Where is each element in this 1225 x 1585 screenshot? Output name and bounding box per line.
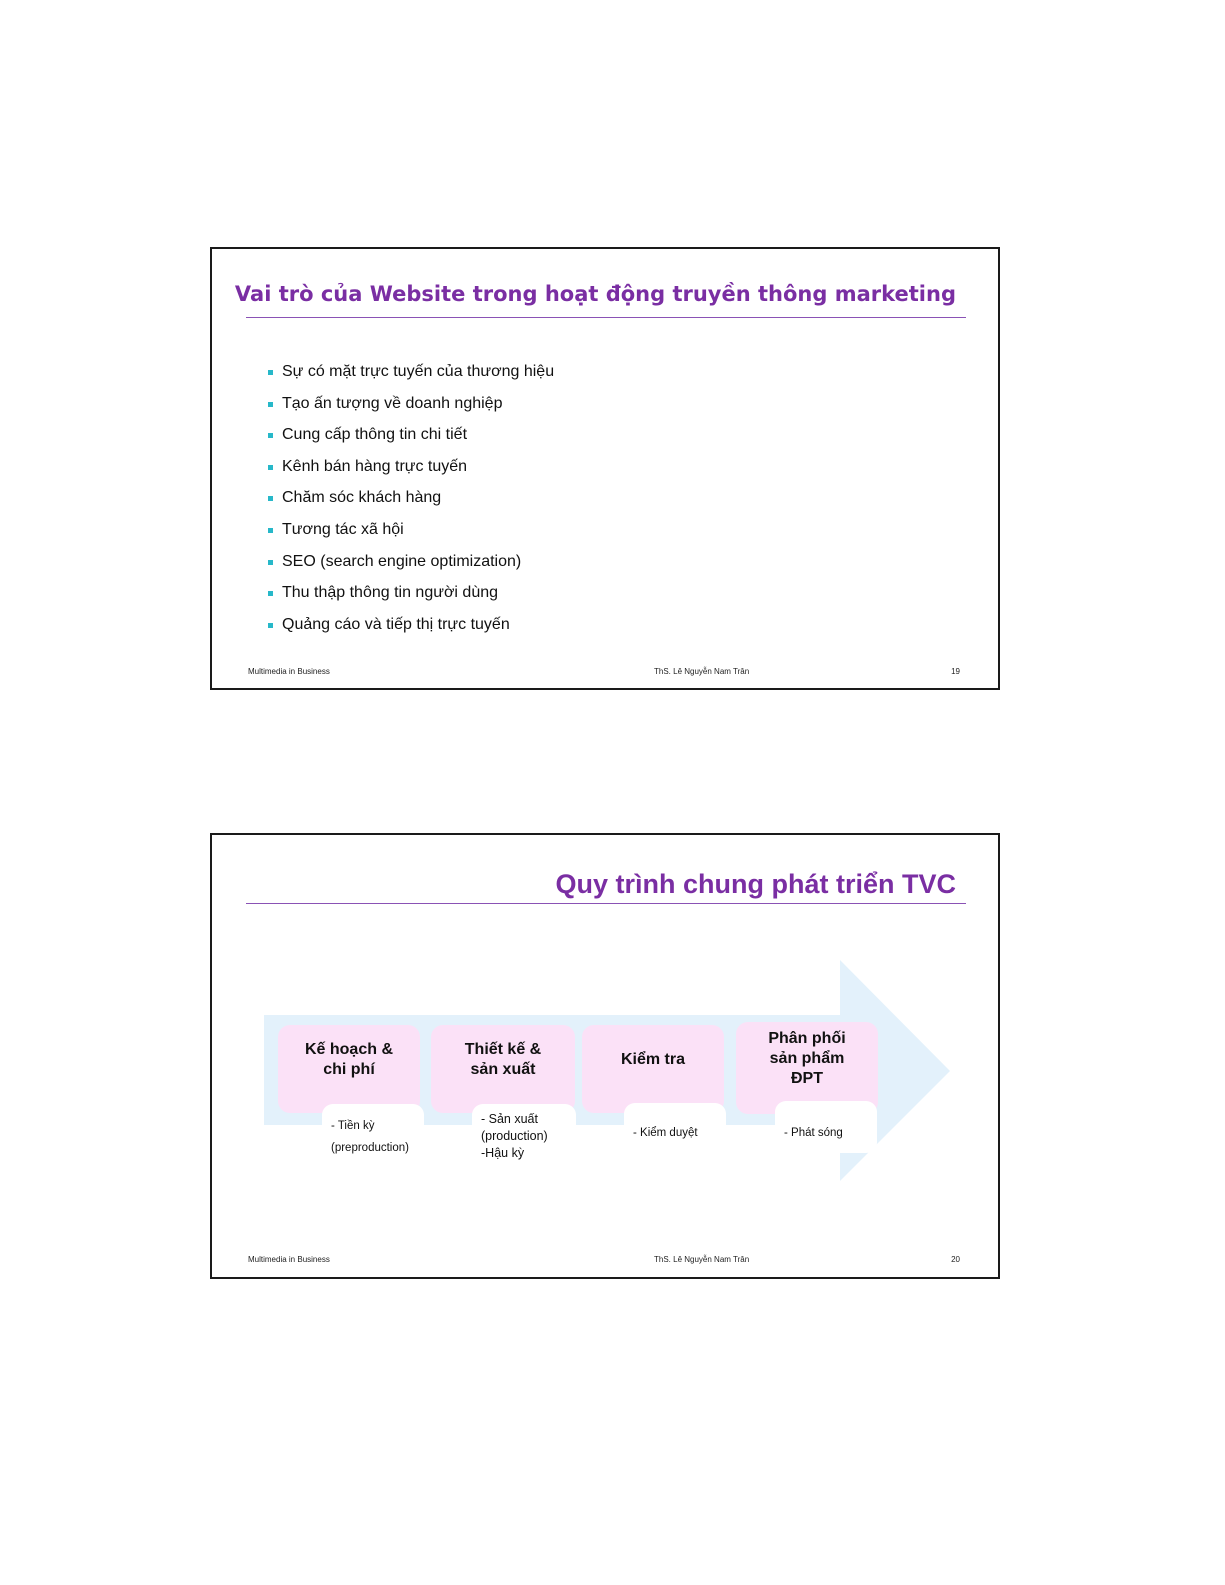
step-box: Kiểm tra <box>582 1025 724 1113</box>
step-note: - Phát sóng <box>775 1101 877 1153</box>
list-item: Quảng cáo và tiếp thị trực tuyến <box>268 614 554 646</box>
list-item: Chăm sóc khách hàng <box>268 487 554 519</box>
bullet-list <box>268 361 554 645</box>
slide-19 <box>210 247 1000 690</box>
slide-footer <box>212 1255 998 1269</box>
bullet-icon <box>268 433 273 438</box>
step-note: - Kiểm duyệt <box>624 1103 726 1143</box>
slide-20 <box>210 833 1000 1279</box>
step-note: - Sản xuất (production) -Hậu kỳ <box>472 1104 576 1170</box>
footer-course: Multimedia in Business <box>248 667 330 676</box>
footer-author: ThS. Lê Nguyễn Nam Trân <box>654 667 750 676</box>
bullet-icon <box>268 370 273 375</box>
bullet-icon <box>268 496 273 501</box>
list-item: Tương tác xã hội <box>268 519 554 551</box>
bullet-icon <box>268 623 273 628</box>
list-item: Tạo ấn tượng về doanh nghiệp <box>268 393 554 425</box>
list-item: Kênh bán hàng trực tuyến <box>268 456 554 488</box>
list-item: Thu thập thông tin người dùng <box>268 582 554 614</box>
list-item: SEO (search engine optimization) <box>268 551 554 583</box>
footer-author: ThS. Lê Nguyễn Nam Trân <box>654 1255 750 1264</box>
bullet-icon <box>268 402 273 407</box>
step-box: Thiết kế & sản xuất <box>431 1025 575 1113</box>
step-box: Kế hoạch & chi phí <box>278 1025 420 1113</box>
bullet-icon <box>268 560 273 565</box>
footer-page-number: 20 <box>951 1255 960 1264</box>
list-item: Sự có mặt trực tuyến của thương hiệu <box>268 361 554 393</box>
bullet-icon <box>268 591 273 596</box>
slide-title: Quy trình chung phát triển TVC <box>555 869 956 899</box>
footer-page-number: 19 <box>951 667 960 676</box>
slide-title: Vai trò của Website trong hoạt động truyền thông marketing <box>234 282 956 306</box>
step-note: - Tiền kỳ (preproduction) <box>322 1104 424 1168</box>
bullet-icon <box>268 465 273 470</box>
footer-course: Multimedia in Business <box>248 1255 330 1264</box>
bullet-icon <box>268 528 273 533</box>
title-underline <box>246 317 966 318</box>
step-box: Phân phối sản phẩm ĐPT <box>736 1022 878 1114</box>
slide-footer <box>212 667 998 681</box>
list-item: Cung cấp thông tin chi tiết <box>268 424 554 456</box>
